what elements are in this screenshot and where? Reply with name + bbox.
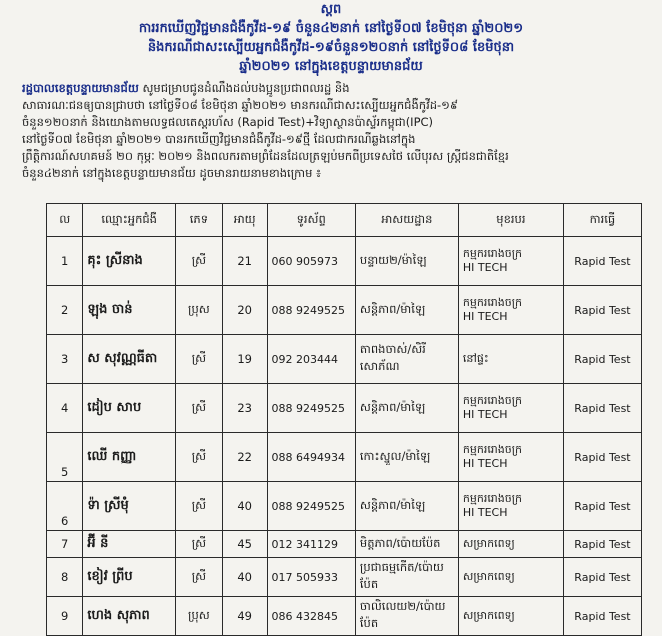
patient-sex: ស្រី xyxy=(175,482,222,531)
patient-occupation xyxy=(458,558,563,597)
patient-age: 40 xyxy=(222,482,267,531)
occupation-line-2: HI TECH xyxy=(462,506,508,519)
test-type: Rapid Test xyxy=(563,531,641,558)
table-row xyxy=(47,335,642,384)
patient-occupation xyxy=(458,237,563,286)
table-body xyxy=(47,237,642,636)
occupation-line-1: កម្មកររោងចក្រ xyxy=(462,247,523,260)
occupation-line-1: កម្មកររោងចក្រ xyxy=(462,296,523,309)
patient-address: សន្តិភាព/ម៉ាឡៃ xyxy=(355,482,458,531)
patient-address: សន្តិភាព/ម៉ាឡៃ xyxy=(355,384,458,433)
table-row xyxy=(47,597,642,636)
patient-name: ទ៉ា ស្រីមុំ xyxy=(83,482,176,531)
col-header-phone: ទូរស័ព្ទ xyxy=(267,204,355,237)
patient-phone: 088 9249525 xyxy=(267,286,355,335)
col-header-occupation: មុខរបរ xyxy=(458,204,563,237)
col-header-age: អាយុ xyxy=(222,204,267,237)
table-row xyxy=(47,286,642,335)
occupation-line-2: HI TECH xyxy=(462,261,508,274)
test-type: Rapid Test xyxy=(563,384,641,433)
patient-address: ប្រជាធម្មកើត/ប៉ោយប៉ែត xyxy=(355,558,458,597)
announcement-body xyxy=(22,80,644,182)
document-title-line-1: ការរកឃើញវិជ្ជមានជំងឺកូវីដ-១៩ ចំនួន៤២នាក់ នៅថ្ងៃទី០៧ ខែមិថុនា ឆ្នាំ២០២១ xyxy=(138,21,524,36)
table-header-row xyxy=(47,204,642,237)
table-row xyxy=(47,558,642,597)
row-number: 2 xyxy=(47,286,83,335)
table-row xyxy=(47,433,642,482)
patient-age: 45 xyxy=(222,531,267,558)
body-lead: រដ្ឋបាលខេត្តបន្ទាយមានជ័យ xyxy=(22,81,139,95)
row-number: 4 xyxy=(47,384,83,433)
test-type: Rapid Test xyxy=(563,558,641,597)
patient-occupation xyxy=(458,433,563,482)
patient-age: 49 xyxy=(222,597,267,636)
patient-phone: 088 6494934 xyxy=(267,433,355,482)
occupation-line-1: នៅផ្ទះ xyxy=(462,352,489,365)
patient-name: ខៀវ ព្រីប xyxy=(83,558,176,597)
table-row xyxy=(47,482,642,531)
occupation-line-2: HI TECH xyxy=(462,457,508,470)
table-row xyxy=(47,237,642,286)
patient-occupation xyxy=(458,531,563,558)
patient-phone: 092 203444 xyxy=(267,335,355,384)
patient-age: 23 xyxy=(222,384,267,433)
patient-sex: ប្រុស xyxy=(175,286,222,335)
patient-name: ឡុង ចាន់ xyxy=(83,286,176,335)
patient-address: តាពងចាស់/សិរីសោភ័ណ xyxy=(355,335,458,384)
patient-sex: ស្រី xyxy=(175,433,222,482)
col-header-name: ឈ្មោះអ្នកជំងឺ xyxy=(83,204,176,237)
row-number: 7 xyxy=(47,531,83,558)
patient-occupation xyxy=(458,482,563,531)
patient-phone: 088 9249525 xyxy=(267,482,355,531)
row-number: 9 xyxy=(47,597,83,636)
patient-name: ឈើ កញ្ញា xyxy=(83,433,176,482)
body-line-6: ចំនួន៤២នាក់ នៅក្នុងខេត្តបន្ទាយមានជ័យ ដូចមានរាយនាមខាងក្រោម ៖ xyxy=(22,166,322,180)
document-title-line-2: និងករណីជាសះស្បើយអ្នកជំងឺកូវីដ-១៩ចំនួន១២០នាក់ នៅថ្ងៃទី០៨ ខែមិថុនា xyxy=(147,40,515,55)
patient-occupation xyxy=(458,597,563,636)
patient-address: សន្តិភាព/ម៉ាឡៃ xyxy=(355,286,458,335)
patient-age: 40 xyxy=(222,558,267,597)
test-type: Rapid Test xyxy=(563,433,641,482)
occupation-line-1: សម្រាកពេទ្យ xyxy=(462,537,515,550)
patient-table xyxy=(46,203,642,636)
patient-name: អ៊ី នី xyxy=(83,531,176,558)
document-heading: ស្តព xyxy=(320,2,342,17)
test-type: Rapid Test xyxy=(563,237,641,286)
body-line-2: សាធារណៈជនឲ្យបានជ្រាបថា នៅថ្ងៃទី០៨ ខែមិថុនា ឆ្នាំ២០២១ មានករណីជាសះស្បើយអ្នកជំងឺកូវីដ-១៩ xyxy=(22,98,459,112)
patient-phone: 088 9249525 xyxy=(267,384,355,433)
col-header-address: អាសយដ្ឋាន xyxy=(355,204,458,237)
patient-address: មិត្តភាព/ប៉ោយប៉ែត xyxy=(355,531,458,558)
test-type: Rapid Test xyxy=(563,482,641,531)
patient-name: ដៀប សាប xyxy=(83,384,176,433)
patient-occupation xyxy=(458,384,563,433)
body-line-5: ព្រឹត្តិការណ៍សហគមន៍ ២០ កុម្ភៈ ២០២១ និងពលករតាមព្រំដែនដែលត្រឡប់មកពីប្រទេសថៃ លើបុរស ស្ត្រីជនជាតិខ្មែរ xyxy=(22,149,509,163)
patient-sex: ស្រី xyxy=(175,558,222,597)
body-line-4: នៅថ្ងៃទី០៧ ខែមិថុនា ឆ្នាំ២០២១ បានរកឃើញវិជ្ជមានជំងឺកូវីដ-១៩ថ្មី ដែលជាករណីឆ្លងនៅក្នុង xyxy=(22,132,416,146)
occupation-line-1: សម្រាកពេទ្យ xyxy=(462,570,515,583)
patient-phone: 012 341129 xyxy=(267,531,355,558)
row-number: 6 xyxy=(47,482,83,531)
occupation-line-1: កម្មកររោងចក្រ xyxy=(462,492,523,505)
test-type: Rapid Test xyxy=(563,286,641,335)
patient-age: 20 xyxy=(222,286,267,335)
occupation-line-1: កម្មកររោងចក្រ xyxy=(462,443,523,456)
patient-sex: ស្រី xyxy=(175,531,222,558)
col-header-no: ល xyxy=(47,204,83,237)
document-title-line-3: ឆ្នាំ២០២១ នៅក្នុងខេត្តបន្ទាយមានជ័យ xyxy=(239,59,423,74)
row-number: 1 xyxy=(47,237,83,286)
occupation-line-2: HI TECH xyxy=(462,408,508,421)
table-row xyxy=(47,531,642,558)
patient-age: 22 xyxy=(222,433,267,482)
patient-sex: ស្រី xyxy=(175,237,222,286)
row-number: 5 xyxy=(47,433,83,482)
patient-address: បន្ទាយ២/ម៉ាឡៃ xyxy=(355,237,458,286)
patient-name: គុះ ស្រីនាង xyxy=(83,237,176,286)
patient-name: ហេង សុភាព xyxy=(83,597,176,636)
patient-sex: ស្រី xyxy=(175,335,222,384)
patient-name: ស សុវណ្ណធីតា xyxy=(83,335,176,384)
occupation-line-1: កម្មកររោងចក្រ xyxy=(462,394,523,407)
occupation-line-2: HI TECH xyxy=(462,310,508,323)
patient-occupation xyxy=(458,286,563,335)
body-line-1 xyxy=(22,80,644,97)
table-row xyxy=(47,384,642,433)
patient-sex: ប្រុស xyxy=(175,597,222,636)
patient-address: កោះស្នួល/ម៉ាឡៃ xyxy=(355,433,458,482)
patient-sex: ស្រី xyxy=(175,384,222,433)
test-type: Rapid Test xyxy=(563,335,641,384)
body-line-1-text: សូមជម្រាបជូនដំណឹងដល់បងប្អូនប្រជាពលរដ្ឋ និង xyxy=(142,81,350,95)
patient-phone: 017 505933 xyxy=(267,558,355,597)
occupation-line-1: សម្រាកពេទ្យ xyxy=(462,609,515,622)
patient-age: 21 xyxy=(222,237,267,286)
patient-phone: 060 905973 xyxy=(267,237,355,286)
col-header-sex: ភេទ xyxy=(175,204,222,237)
patient-address: ចាលិលេយ២/ប៉ោយប៉ែត xyxy=(355,597,458,636)
row-number: 3 xyxy=(47,335,83,384)
row-number: 8 xyxy=(47,558,83,597)
patient-age: 19 xyxy=(222,335,267,384)
body-line-3: ចំនួន១២០នាក់ និងយោងតាមលទ្ធផលតេស្តរហ័ស (Rapid Test)+វិទ្យាស្ថានប៉ាស្ទ័រកម្ពុជា(IPC) xyxy=(22,115,434,129)
patient-occupation xyxy=(458,335,563,384)
test-type: Rapid Test xyxy=(563,597,641,636)
patient-phone: 086 432845 xyxy=(267,597,355,636)
col-header-test: ការធ្វើ xyxy=(563,204,641,237)
